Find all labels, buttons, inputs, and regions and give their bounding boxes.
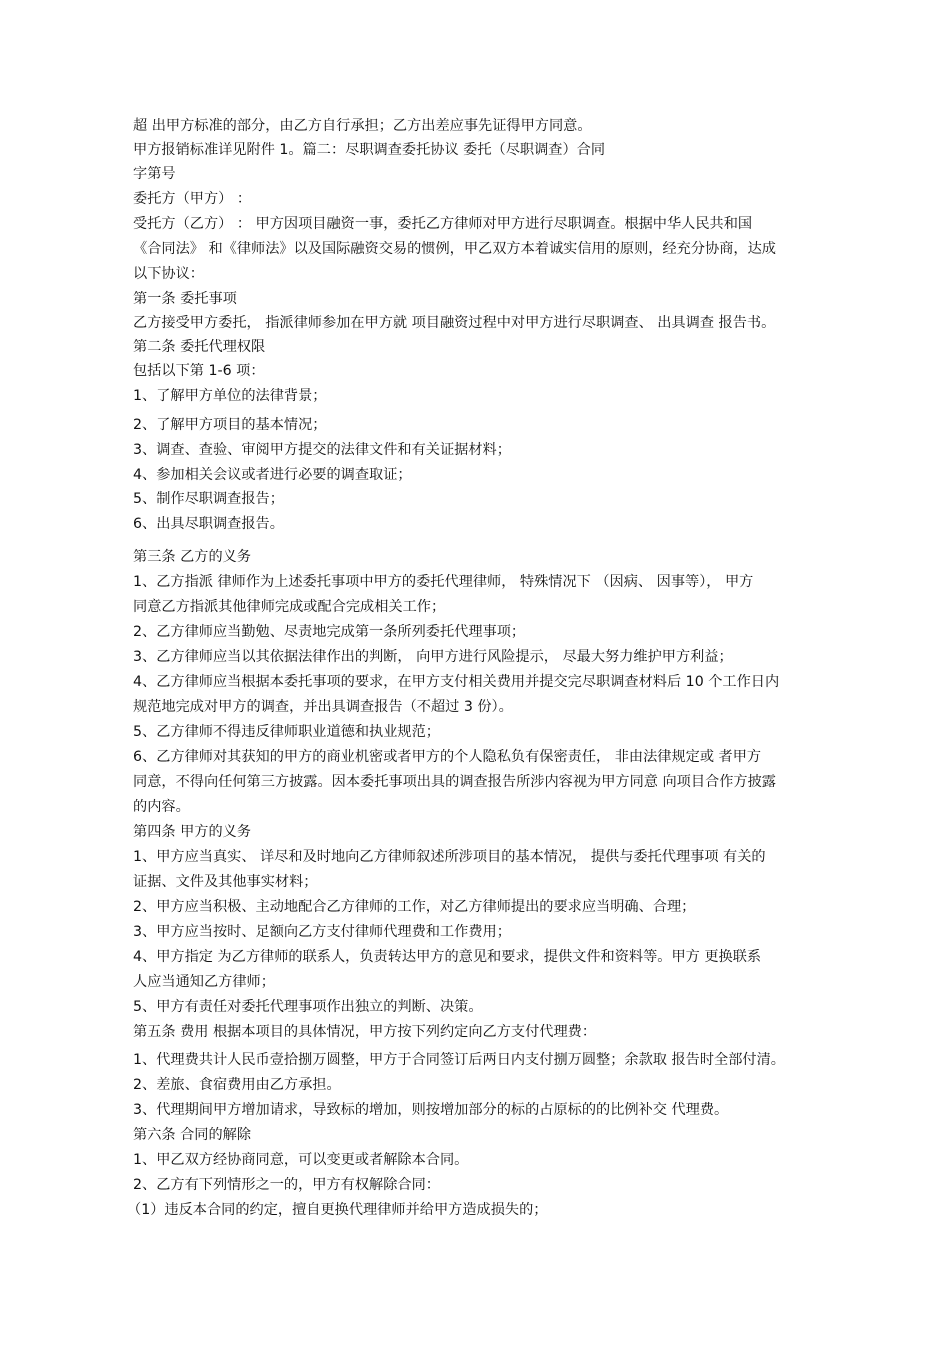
text-line: 的内容。 [133, 799, 190, 815]
list-item: 6、乙方律师对其获知的甲方的商业机密或者甲方的个人隐私负有保密责任， 非由法律规定或 者甲方 [133, 749, 762, 765]
text-line: 以下协议： [133, 266, 204, 282]
list-item: 4、甲方指定 为乙方律师的联系人，负责转达甲方的意见和要求，提供文件和资料等。甲方 更换联系 [133, 949, 762, 965]
list-item: 2、乙方有下列情形之一的，甲方有权解除合同： [133, 1177, 440, 1193]
list-item: 3、甲方应当按时、足额向乙方支付律师代理费和工作费用； [133, 924, 511, 940]
list-item: 3、乙方律师应当以其依据法律作出的判断， 向甲方进行风险提示， 尽最大努力维护甲方利益； [133, 649, 733, 665]
text-line: 字第号 [133, 166, 176, 182]
list-item: 5、甲方有责任对委托代理事项作出独立的判断、决策。 [133, 999, 483, 1015]
list-item: 1、甲方应当真实、 详尽和及时地向乙方律师叙述所涉项目的基本情况， 提供与委托代理事项 有关的 [133, 849, 766, 865]
list-item: 1、代理费共计人民币壹拾捌万圆整，甲方于合同签订后两日内支付捌万圆整；余款取 报告时全部付清。 [133, 1052, 785, 1068]
list-item: （1）违反本合同的约定，擅自更换代理律师并给甲方造成损失的； [127, 1202, 548, 1218]
list-item: 2、甲方应当积极、主动地配合乙方律师的工作，对乙方律师提出的要求应当明确、合理； [133, 899, 696, 915]
text-line: 规范地完成对甲方的调查，并出具调查报告（不超过 3 份）。 [133, 699, 513, 715]
list-item: 3、调查、查验、审阅甲方提交的法律文件和有关证据材料； [133, 442, 511, 458]
list-item: 3、代理期间甲方增加请求，导致标的增加，则按增加部分的标的占原标的的比例补交 代理费。 [133, 1102, 729, 1118]
section-heading: 第二条 委托代理权限 [133, 339, 266, 355]
list-item: 2、乙方律师应当勤勉、尽责地完成第一条所列委托代理事项； [133, 624, 526, 640]
text-line: 乙方接受甲方委托， 指派律师参加在甲方就 项目融资过程中对甲方进行尽职调查、 出具调查 报告书。 [133, 315, 776, 331]
list-item: 1、了解甲方单位的法律背景； [133, 388, 327, 404]
list-item: 4、参加相关会议或者进行必要的调查取证； [133, 467, 412, 483]
list-item: 2、差旅、食宿费用由乙方承担。 [133, 1077, 341, 1093]
section-heading: 第三条 乙方的义务 [133, 549, 252, 565]
text-line: 委托方（甲方） ： [133, 191, 252, 207]
text-line: 甲方报销标准详见附件 1。篇二：尽职调查委托协议 委托（尽职调查）合同 [133, 142, 606, 158]
list-item: 1、乙方指派 律师作为上述委托事项中甲方的委托代理律师， 特殊情况下 （因病、 因事等）， 甲方 [133, 574, 754, 590]
text-line: 证据、文件及其他事实材料； [133, 874, 318, 890]
section-heading: 第六条 合同的解除 [133, 1127, 252, 1143]
list-item: 5、制作尽职调查报告； [133, 491, 284, 507]
text-line: 包括以下第 1-6 项： [133, 363, 265, 379]
list-item: 4、乙方律师应当根据本委托事项的要求，在甲方支付相关费用并提交完尽职调查材料后 10 个工作日内 [133, 674, 780, 690]
list-item: 2、了解甲方项目的基本情况； [133, 417, 327, 433]
section-heading: 第一条 委托事项 [133, 291, 237, 307]
section-heading: 第五条 费用 根据本项目的具体情况，甲方按下列约定向乙方支付代理费： [133, 1024, 597, 1040]
text-line: 《合同法》 和《律师法》以及国际融资交易的惯例，甲乙双方本着诚实信用的原则，经充分协商，达成 [133, 241, 776, 257]
list-item: 1、甲乙双方经协商同意，可以变更或者解除本合同。 [133, 1152, 469, 1168]
text-line: 超 出甲方标准的部分，由乙方自行承担；乙方出差应事先证得甲方同意。 [133, 118, 592, 134]
text-line: 人应当通知乙方律师； [133, 974, 275, 990]
text-line: 受托方（乙方） ： 甲方因项目融资一事，委托乙方律师对甲方进行尽职调查。根据中华人民共和国 [133, 216, 753, 232]
text-line: 同意乙方指派其他律师完成或配合完成相关工作； [133, 599, 446, 615]
list-item: 6、出具尽职调查报告。 [133, 516, 284, 532]
section-heading: 第四条 甲方的义务 [133, 824, 252, 840]
text-line: 同意，不得向任何第三方披露。因本委托事项出具的调查报告所涉内容视为甲方同意 向项目合作方披露 [133, 774, 776, 790]
list-item: 5、乙方律师不得违反律师职业道德和执业规范； [133, 724, 440, 740]
